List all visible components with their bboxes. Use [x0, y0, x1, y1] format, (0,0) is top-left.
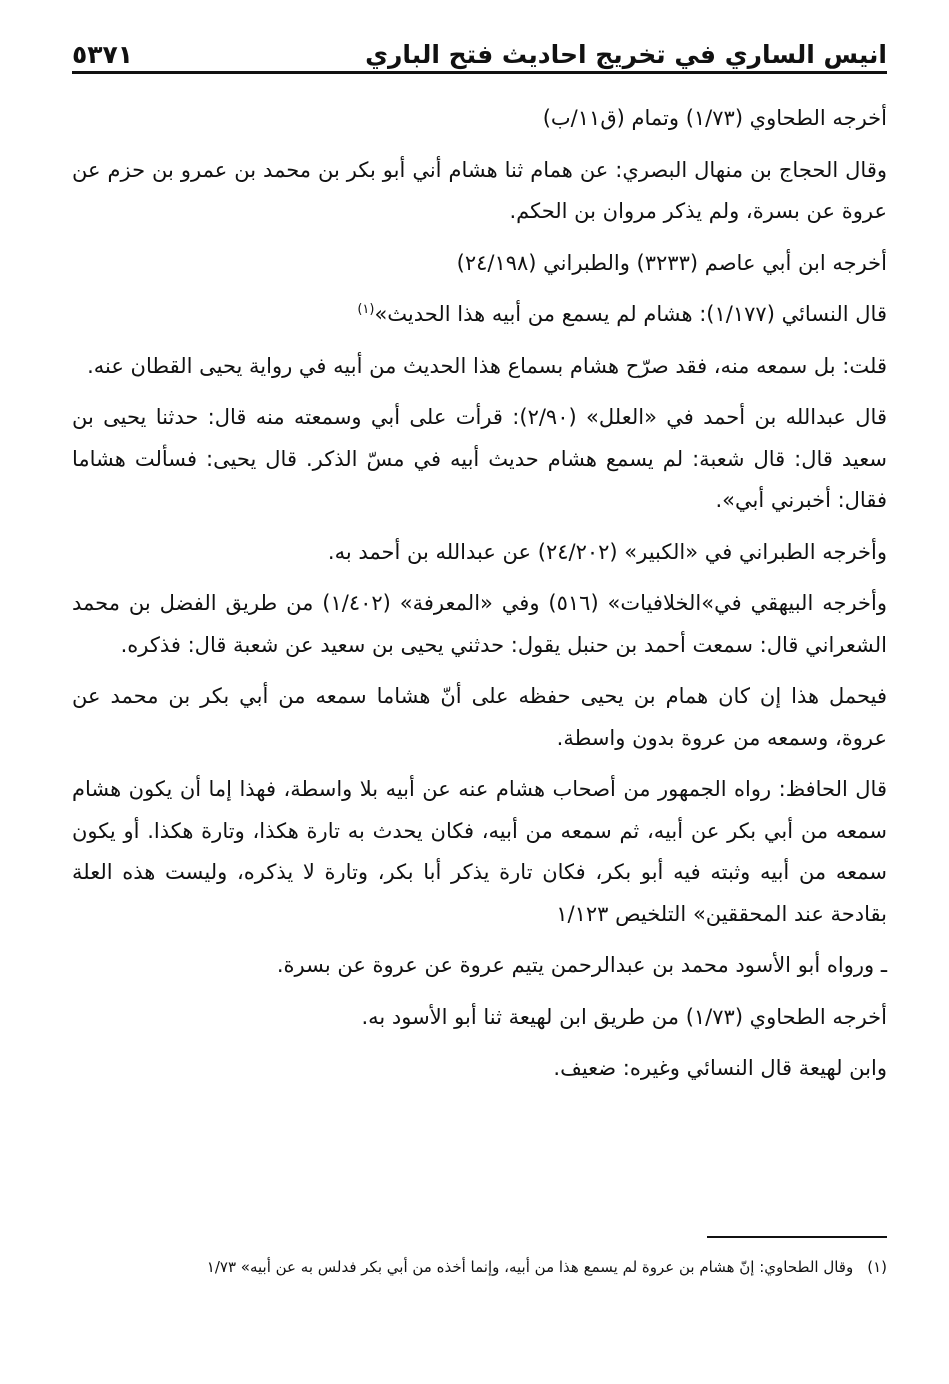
paragraph: قال عبدالله بن أحمد في «العلل» (٢/٩٠): قرأت على أبي وسمعته منه قال: حدثنا يحيى بن سعيد قال: قال شعبة: لم يسمع هشام حديث أبيه في مسّ الذكر. قال يحيى: فسألت هشاما فقال: أخبرني أبي». [72, 405, 887, 512]
paragraph: أخرجه الطحاوي (١/٧٣) وتمام (ق١١/ب) [542, 106, 887, 130]
book-title: انيس الساري في تخريج احاديث فتح الباري [365, 40, 887, 69]
footnote-marker: (١) [357, 302, 375, 317]
page-number: ٥٣٧١ [72, 40, 134, 69]
footnote-separator [707, 1236, 887, 1238]
footnote [72, 1250, 887, 1284]
paragraph: قلت: بل سمعه منه، فقد صرّح هشام بسماع هذا الحديث من أبيه في رواية يحيى القطان عنه. [87, 353, 887, 378]
paragraph: قال الحافظ: رواه الجمهور من أصحاب هشام عنه عن أبيه بلا واسطة، فهذا إما أن يكون هشام سمعه من أبي بكر عن أبيه، ثم سمعه من أبيه، فكان يحدث به تارة هكذا، وتارة هكذا. أو يكون سمعه من أبيه وثبته فيه أبو بكر، فكان تارة يذكر أبا بكر، وتارة لا يذكره، وليست هذه العلة بقادحة عند المحققين» التلخيص ١/١٢٣ [72, 777, 887, 926]
paragraph: أخرجه الطحاوي (١/٧٣) من طريق ابن لهيعة ثنا أبو الأسود به. [361, 1004, 887, 1029]
footnote-number: (١) [867, 1258, 887, 1276]
paragraph: وأخرجه البيهقي في»الخلافيات» (٥١٦) وفي «المعرفة» (١/٤٠٢) من طريق الفضل بن محمد الشعراني قال: سمعت أحمد بن حنبل يقول: حدثني يحيى بن سعيد عن شعبة قال: فذكره. [72, 591, 887, 657]
paragraph: وقال الحجاج بن منهال البصري: عن همام ثنا هشام أني أبو بكر بن محمد بن عمرو بن حزم عن عروة عن بسرة، ولم يذكر مروان بن الحكم. [72, 157, 887, 223]
paragraph: وأخرجه الطبراني في «الكبير» (٢٤/٢٠٢) عن عبدالله بن أحمد به. [327, 539, 887, 564]
paragraph: فيحمل هذا إن كان همام بن يحيى حفظه على أنّ هشاما سمعه من أبي بكر بن محمد عن عروة، وسمعه من عروة بدون واسطة. [72, 684, 887, 750]
running-header [72, 28, 887, 74]
paragraph: ـ ورواه أبو الأسود محمد بن عبدالرحمن يتيم عروة عن عروة عن بسرة. [276, 953, 887, 977]
footnote-text: وقال الطحاوي: إنّ هشام بن عروة لم يسمع هذا من أبيه، وإنما أخذه من أبي بكر فدلس به عن أبيه» ١/٧٣ [206, 1258, 854, 1276]
paragraph: وابن لهيعة قال النسائي وغيره: ضعيف. [553, 1056, 887, 1080]
main-text [72, 98, 887, 1090]
document-page [72, 28, 887, 1358]
paragraph-text: قال النسائي (١/١٧٧): هشام لم يسمع من أبيه هذا الحديث» [374, 302, 887, 326]
paragraph: أخرجه ابن أبي عاصم (٣٢٣٣) والطبراني (٢٤/١٩٨) [456, 250, 887, 275]
paragraph-with-footnote-ref [72, 294, 887, 336]
